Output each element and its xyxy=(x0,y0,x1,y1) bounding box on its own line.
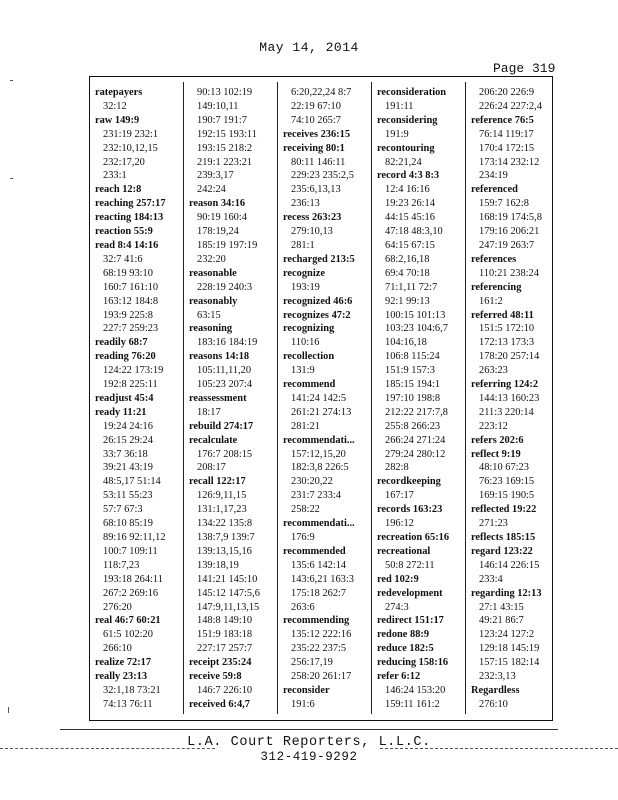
index-reference: 145:12 147:5,6 xyxy=(197,587,260,599)
index-reference: 129:18 145:19 xyxy=(479,643,540,655)
index-reference: 123:24 127:2 xyxy=(479,629,535,641)
index-reference: 131:1,17,23 xyxy=(197,504,247,516)
index-reference: 131:9 xyxy=(291,365,315,377)
index-reference: 231:7 233:4 xyxy=(291,490,341,502)
index-reference: 68:2,16,18 xyxy=(385,253,430,265)
index-column-1 xyxy=(95,86,183,712)
index-reference: 157:15 182:14 xyxy=(479,657,540,669)
index-reference: 233:4 xyxy=(479,573,503,585)
index-term: Regardless xyxy=(471,684,520,696)
index-term: reasons 14:18 xyxy=(189,351,250,363)
index-reference: 169:15 190:5 xyxy=(479,490,535,502)
index-reference: 18:17 xyxy=(197,406,221,418)
index-reference: 135:12 222:16 xyxy=(291,629,352,641)
index-reference: 193:19 xyxy=(291,281,320,293)
index-reference: 271:23 xyxy=(479,518,508,530)
index-reference: 90:13 102:19 xyxy=(197,87,253,98)
index-reference: 32:1,18 73:21 xyxy=(103,684,161,696)
index-reference: 193:15 218:2 xyxy=(197,142,253,154)
index-term: records 163:23 xyxy=(377,504,443,516)
index-term: recollection xyxy=(283,351,335,363)
index-column-4 xyxy=(377,86,465,712)
index-term: recognize xyxy=(283,267,325,279)
index-reference: 68:10 85:19 xyxy=(103,518,153,530)
index-reference: 47:18 48:3,10 xyxy=(385,226,443,238)
index-term: recontouring xyxy=(377,142,435,154)
index-reference: 276:20 xyxy=(103,601,132,613)
page-number: Page 319 xyxy=(493,61,556,76)
index-term: reassessment xyxy=(189,392,247,404)
column-separator xyxy=(371,82,372,714)
index-reference: 179:16 206:21 xyxy=(479,226,540,238)
index-reference: 90:19 160:4 xyxy=(197,212,247,224)
index-reference: 191:11 xyxy=(385,100,414,112)
index-reference: 176:9 xyxy=(291,532,315,543)
index-reference: 281:21 xyxy=(291,420,320,432)
index-reference: 219:1 223:21 xyxy=(197,156,253,168)
index-term: red 102:9 xyxy=(377,573,419,585)
index-reference: 211:3 220:14 xyxy=(479,406,534,418)
index-reference: 22:19 67:10 xyxy=(291,100,341,112)
index-reference: 258:20 261:17 xyxy=(291,671,352,683)
index-term: referenced xyxy=(471,184,518,196)
index-term: recreation 65:16 xyxy=(377,532,450,543)
index-reference: 263:6 xyxy=(291,601,315,613)
index-reference: 182:3,8 226:5 xyxy=(291,462,349,474)
index-term: raw 149:9 xyxy=(95,114,140,126)
index-reference: 178:20 257:14 xyxy=(479,351,540,363)
index-reference: 63:15 xyxy=(197,309,221,321)
index-reference: 19:23 26:14 xyxy=(385,198,435,210)
index-reference: 151:5 172:10 xyxy=(479,323,535,335)
index-reference: 92:1 99:13 xyxy=(385,295,430,307)
footer-rule xyxy=(60,729,558,730)
index-term: reading 76:20 xyxy=(95,351,156,363)
margin-mark xyxy=(10,80,13,81)
index-reference: 104:16,18 xyxy=(385,337,427,349)
index-reference: 106:8 115:24 xyxy=(385,351,440,363)
index-reference: 149:10,11 xyxy=(197,100,239,112)
index-term: reacting 184:13 xyxy=(95,212,164,224)
index-reference: 226:24 227:2,4 xyxy=(479,100,542,112)
index-reference: 232:10,12,15 xyxy=(103,142,158,154)
index-reference: 192:8 225:11 xyxy=(103,379,158,391)
index-reference: 110:16 xyxy=(291,337,320,349)
index-reference: 170:4 172:15 xyxy=(479,142,535,154)
index-term: reconsider xyxy=(283,684,330,696)
index-reference: 19:24 24:16 xyxy=(103,420,153,432)
index-term: reach 12:8 xyxy=(95,184,142,196)
index-term: recognized 46:6 xyxy=(283,295,353,307)
index-reference: 255:8 266:23 xyxy=(385,420,441,432)
index-reference: 139:13,15,16 xyxy=(197,545,252,557)
index-reference: 48:5,17 51:14 xyxy=(103,476,161,488)
index-reference: 141:24 142:5 xyxy=(291,392,347,404)
index-reference: 167:17 xyxy=(385,490,414,502)
index-reference: 242:24 xyxy=(197,184,226,196)
index-term: reconsidering xyxy=(377,114,438,126)
index-reference: 32:12 xyxy=(103,100,127,112)
index-term: refers 202:6 xyxy=(471,434,524,446)
index-reference: 103:23 104:6,7 xyxy=(385,323,448,335)
index-reference: 191:6 xyxy=(291,698,315,710)
index-reference: 80:11 146:11 xyxy=(291,156,346,168)
index-term: referred 48:11 xyxy=(471,309,534,321)
index-reference: 89:16 92:11,12 xyxy=(103,532,166,543)
index-reference: 235:22 237:5 xyxy=(291,643,347,655)
index-reference: 50:8 272:11 xyxy=(385,559,435,571)
index-reference: 161:2 xyxy=(479,295,503,307)
index-reference: 143:6,21 163:3 xyxy=(291,573,354,585)
index-reference: 157:12,15,20 xyxy=(291,448,346,460)
index-reference: 193:18 264:11 xyxy=(103,573,163,585)
index-reference: 105:11,11,20 xyxy=(197,365,252,377)
column-separator xyxy=(277,82,278,714)
index-term: recess 263:23 xyxy=(283,212,342,224)
index-reference: 185:15 194:1 xyxy=(385,379,441,391)
index-term: ratepayers xyxy=(95,87,143,98)
index-reference: 148:8 149:10 xyxy=(197,615,253,627)
index-term: recommend xyxy=(283,379,336,391)
index-reference: 274:3 xyxy=(385,601,409,613)
index-reference: 279:24 280:12 xyxy=(385,448,446,460)
index-term: reasoning xyxy=(189,323,233,335)
index-term: reasonably xyxy=(189,295,238,307)
index-reference: 100:7 109:11 xyxy=(103,545,158,557)
index-reference: 82:21,24 xyxy=(385,156,422,168)
index-reference: 39:21 43:19 xyxy=(103,462,153,474)
header-date: May 14, 2014 xyxy=(259,40,359,55)
index-reference: 57:7 67:3 xyxy=(103,504,143,516)
index-column-5 xyxy=(471,86,551,712)
index-term: recordkeeping xyxy=(377,476,441,488)
index-term: recommendati... xyxy=(283,518,355,530)
index-reference: 234:19 xyxy=(479,170,508,182)
index-term: receipt 235:24 xyxy=(189,657,252,669)
index-reference: 206:20 226:9 xyxy=(479,87,535,98)
index-reference: 235:6,13,13 xyxy=(291,184,341,196)
index-reference: 151:9 157:3 xyxy=(385,365,435,377)
index-reference: 231:19 232:1 xyxy=(103,128,159,140)
index-reference: 282:8 xyxy=(385,462,409,474)
index-term: reflects 185:15 xyxy=(471,532,536,543)
index-reference: 159:7 162:8 xyxy=(479,198,529,210)
index-reference: 12:4 16:16 xyxy=(385,184,430,196)
index-term: receives 236:15 xyxy=(283,128,351,140)
index-reference: 232:3,13 xyxy=(479,671,516,683)
index-term: recommended xyxy=(283,545,346,557)
index-term: reaction 55:9 xyxy=(95,226,153,238)
footer-firm-name: L.A. Court Reporters, L.L.C. xyxy=(187,735,431,750)
index-reference: 258:22 xyxy=(291,504,320,516)
index-term: readjust 45:4 xyxy=(95,392,154,404)
index-column-3 xyxy=(283,86,371,712)
index-reference: 223:12 xyxy=(479,420,508,432)
index-reference: 261:21 274:13 xyxy=(291,406,352,418)
margin-mark xyxy=(8,707,9,713)
index-reference: 100:15 101:13 xyxy=(385,309,446,321)
index-reference: 276:10 xyxy=(479,698,508,710)
index-term: regard 123:22 xyxy=(471,545,533,557)
index-reference: 159:11 161:2 xyxy=(385,698,440,710)
index-term: reflect 9:19 xyxy=(471,448,521,460)
index-reference: 61:5 102:20 xyxy=(103,629,153,641)
index-reference: 172:13 173:3 xyxy=(479,337,535,349)
index-reference: 178:19,24 xyxy=(197,226,239,238)
index-reference: 146:14 226:15 xyxy=(479,559,540,571)
index-term: record 4:3 8:3 xyxy=(377,170,440,182)
index-term: regarding 12:13 xyxy=(471,587,542,599)
index-reference: 160:7 161:10 xyxy=(103,281,159,293)
footer-phone: 312-419-9292 xyxy=(260,750,358,764)
index-reference: 141:21 145:10 xyxy=(197,573,258,585)
index-reference: 27:1 43:15 xyxy=(479,601,524,613)
index-term: recognizes 47:2 xyxy=(283,309,351,321)
index-reference: 146:24 153:20 xyxy=(385,684,446,696)
index-term: recognizing xyxy=(283,323,335,335)
index-reference: 279:10,13 xyxy=(291,226,333,238)
index-reference: 256:17,19 xyxy=(291,657,333,669)
index-reference: 208:17 xyxy=(197,462,226,474)
index-reference: 49:21 86:7 xyxy=(479,615,524,627)
margin-mark xyxy=(10,178,13,179)
index-reference: 232:20 xyxy=(197,253,226,265)
index-reference: 168:19 174:5,8 xyxy=(479,212,542,224)
index-term: reduce 182:5 xyxy=(377,643,434,655)
index-reference: 76:14 119:17 xyxy=(479,128,534,140)
index-reference: 71:1,11 72:7 xyxy=(385,281,438,293)
index-reference: 147:9,11,13,15 xyxy=(197,601,260,613)
index-reference: 163:12 184:8 xyxy=(103,295,159,307)
index-reference: 247:19 263:7 xyxy=(479,239,535,251)
index-reference: 124:22 173:19 xyxy=(103,365,164,377)
index-reference: 190:7 191:7 xyxy=(197,114,247,126)
index-reference: 144:13 160:23 xyxy=(479,392,540,404)
index-term: reference 76:5 xyxy=(471,114,534,126)
index-reference: 263:23 xyxy=(479,365,508,377)
index-term: receive 59:8 xyxy=(189,671,242,683)
index-term: realize 72:17 xyxy=(95,657,152,669)
column-separator xyxy=(183,82,184,714)
index-reference: 266:24 271:24 xyxy=(385,434,446,446)
index-term: recall 122:17 xyxy=(189,476,246,488)
index-column-2 xyxy=(189,86,277,712)
index-term: refer 6:12 xyxy=(377,671,421,683)
index-term: ready 11:21 xyxy=(95,406,147,418)
index-term: reducing 158:16 xyxy=(377,657,449,669)
index-term: receiving 80:1 xyxy=(283,142,345,154)
index-reference: 228:19 240:3 xyxy=(197,281,253,293)
index-term: recommending xyxy=(283,615,350,627)
index-reference: 33:7 36:18 xyxy=(103,448,148,460)
index-reference: 151:9 183:18 xyxy=(197,629,253,641)
index-reference: 146:7 226:10 xyxy=(197,684,253,696)
index-term: recalculate xyxy=(189,434,238,446)
index-reference: 227:17 257:7 xyxy=(197,643,253,655)
index-reference: 197:10 198:8 xyxy=(385,392,441,404)
index-reference: 232:17,20 xyxy=(103,156,145,168)
index-reference: 76:23 169:15 xyxy=(479,476,535,488)
index-reference: 134:22 135:8 xyxy=(197,518,253,530)
index-term: readily 68:7 xyxy=(95,337,148,349)
index-reference: 185:19 197:19 xyxy=(197,239,258,251)
index-term: reaching 257:17 xyxy=(95,198,166,210)
index-term: references xyxy=(471,253,517,265)
index-term: received 6:4,7 xyxy=(189,698,250,710)
index-reference: 196:12 xyxy=(385,518,414,530)
index-reference: 139:18,19 xyxy=(197,559,239,571)
index-term: real 46:7 60:21 xyxy=(95,615,161,627)
index-term: really 23:13 xyxy=(95,671,148,683)
index-term: read 8:4 14:16 xyxy=(95,239,159,251)
index-reference: 138:7,9 139:7 xyxy=(197,532,255,543)
index-reference: 267:2 269:16 xyxy=(103,587,159,599)
index-reference: 227:7 259:23 xyxy=(103,323,159,335)
index-reference: 74:13 76:11 xyxy=(103,698,153,710)
index-term: reflected 19:22 xyxy=(471,504,537,516)
index-reference: 239:3,17 xyxy=(197,170,234,182)
index-reference: 69:4 70:18 xyxy=(385,267,430,279)
index-reference: 230:20,22 xyxy=(291,476,333,488)
index-reference: 53:11 55:23 xyxy=(103,490,153,502)
index-reference: 193:9 225:8 xyxy=(103,309,153,321)
index-reference: 183:16 184:19 xyxy=(197,337,258,349)
index-reference: 74:10 265:7 xyxy=(291,114,341,126)
index-reference: 191:9 xyxy=(385,128,409,140)
index-reference: 48:10 67:23 xyxy=(479,462,529,474)
index-term: redone 88:9 xyxy=(377,629,430,641)
index-reference: 266:10 xyxy=(103,643,132,655)
index-reference: 236:13 xyxy=(291,198,320,210)
index-reference: 118:7,23 xyxy=(103,559,140,571)
index-term: reconsideration xyxy=(377,87,447,98)
index-reference: 44:15 45:16 xyxy=(385,212,435,224)
index-reference: 229:23 235:2,5 xyxy=(291,170,354,182)
index-reference: 175:18 262:7 xyxy=(291,587,347,599)
index-reference: 281:1 xyxy=(291,239,315,251)
index-reference: 105:23 207:4 xyxy=(197,379,253,391)
index-term: referring 124:2 xyxy=(471,379,539,391)
index-reference: 233:1 xyxy=(103,170,127,182)
column-separator xyxy=(465,82,466,714)
index-reference: 173:14 232:12 xyxy=(479,156,540,168)
index-term: recommendati... xyxy=(283,434,355,446)
index-term: rebuild 274:17 xyxy=(189,420,254,432)
index-term: referencing xyxy=(471,281,522,293)
index-reference: 110:21 238:24 xyxy=(479,267,539,279)
index-reference: 32:7 41:6 xyxy=(103,253,143,265)
index-term: recreational xyxy=(377,545,431,557)
index-term: redirect 151:17 xyxy=(377,615,444,627)
index-term: reasonable xyxy=(189,267,237,279)
index-reference: 6:20,22,24 8:7 xyxy=(291,87,352,98)
index-reference: 192:15 193:11 xyxy=(197,128,257,140)
index-reference: 135:6 142:14 xyxy=(291,559,347,571)
index-reference: 68:19 93:10 xyxy=(103,267,153,279)
index-reference: 176:7 208:15 xyxy=(197,448,253,460)
index-reference: 26:15 29:24 xyxy=(103,434,153,446)
index-term: reason 34:16 xyxy=(189,198,246,210)
index-term: recharged 213:5 xyxy=(283,253,355,265)
index-reference: 212:22 217:7,8 xyxy=(385,406,448,418)
index-reference: 126:9,11,15 xyxy=(197,490,247,502)
index-term: redevelopment xyxy=(377,587,443,599)
index-reference: 64:15 67:15 xyxy=(385,239,435,251)
